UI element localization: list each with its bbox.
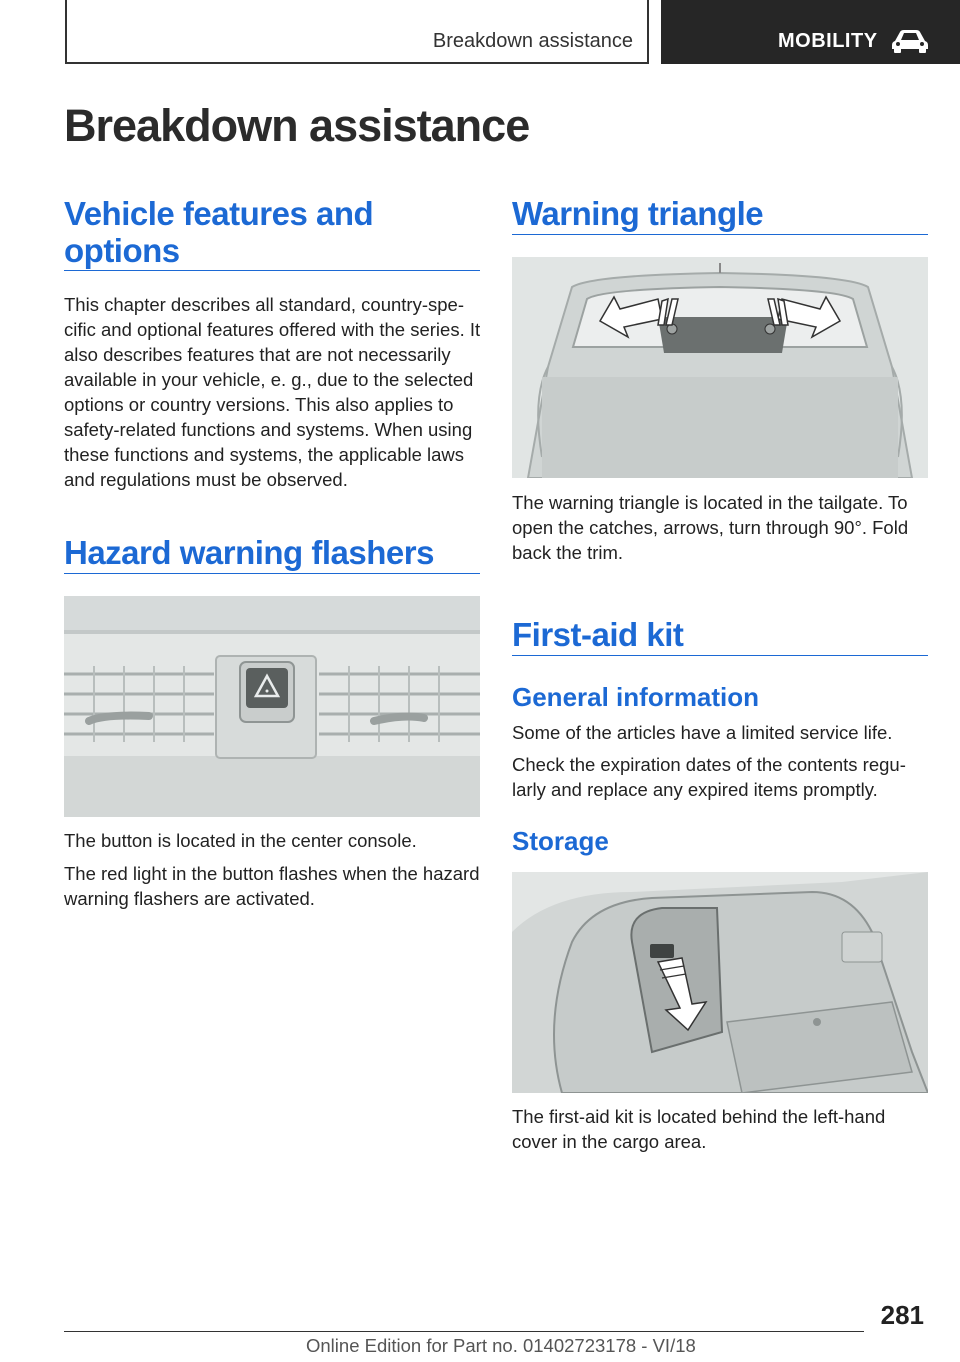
hazard-rule: [64, 573, 480, 574]
general-information-heading: General information: [512, 682, 760, 712]
page-number: 281: [880, 1300, 924, 1330]
header-chapter-label: MOBILITY: [778, 30, 878, 52]
warning-triangle-body: The warning triangle is located in the tailgate. To open the catches, arrows, turn through 90°. Fold back the trim.: [512, 492, 909, 563]
vehicle-features-rule: [64, 270, 480, 271]
storage-body: The first-aid kit is located behind the left-hand cover in the cargo area.: [512, 1106, 886, 1152]
page-title: Breakdown assistance: [64, 100, 530, 151]
general-info-paragraph-2: Check the expiration dates of the contents regularly and replace any expired items promptly.: [512, 754, 906, 800]
hazard-paragraph-2: The red light in the button flashes when the hazard warning flashers are activated.: [64, 863, 480, 909]
general-info-paragraph-1: Some of the articles have a limited service life.: [512, 722, 893, 743]
hazard-heading: Hazard warning flashers: [64, 534, 434, 571]
first-aid-heading: First-aid kit: [512, 616, 684, 653]
car-icon: [890, 28, 930, 54]
header-chapter-tab[interactable]: [661, 0, 960, 64]
warning-triangle-rule: [512, 234, 928, 235]
first-aid-storage-figure: [512, 872, 928, 1093]
footer-rule: [64, 1331, 864, 1332]
hazard-button-figure: [64, 596, 480, 817]
header-section-box: [65, 0, 649, 64]
vehicle-features-body: This chapter describes all standard, country-specific and optional features offered with the series. It also describes features that are not necessarily available in your vehicle, e. g., due to the selected options or country versions. This also applies to safety-related functions and systems. When using these functions and systems, the applicable laws and regulations must be observed.: [64, 294, 481, 490]
header-section-title: Breakdown assistance: [432, 30, 633, 52]
storage-heading: Storage: [512, 826, 609, 856]
warning-triangle-heading: Warning triangle: [512, 195, 764, 232]
footer-edition: Online Edition for Part no. 01402723178 - VI/18: [306, 1335, 696, 1356]
vehicle-features-heading: Vehicle features and options: [64, 195, 374, 269]
hazard-paragraph-1: The button is located in the center console.: [64, 830, 417, 851]
warning-triangle-figure: [512, 257, 928, 478]
first-aid-rule: [512, 655, 928, 656]
